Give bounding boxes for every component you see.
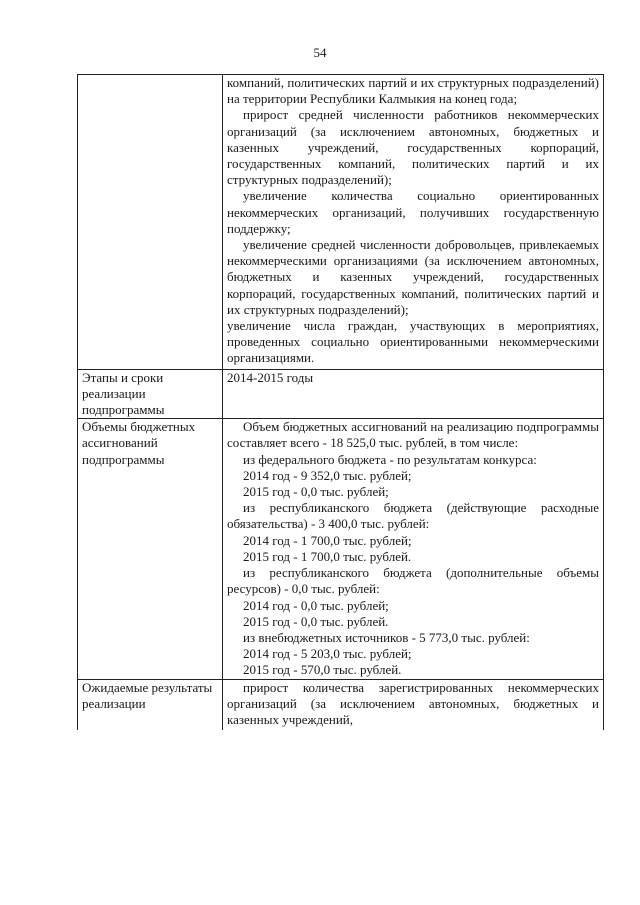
row-label: Объемы бюджетных ассигнований подпрограммы <box>78 419 223 679</box>
paragraph: увеличение средней численности добровольцев, привлекаемых некоммерческими организациями (за исключением автономных, бюджетных и казенных учреждений, государственных корпораций, государственных компаний, политических партий и их структурных подразделений); <box>227 237 599 317</box>
paragraph: из федерального бюджета - по результатам конкурса: <box>243 451 537 467</box>
paragraph: прирост количества зарегистрированных некоммерческих организаций (за исключением автономных, бюджетных и казенных учреждений, <box>227 679 599 727</box>
paragraph: прирост средней численности работников некоммерческих организаций (за исключением автономных, бюджетных и казенных учреждений, государственных корпораций, государственных компаний, политических партий и их структурных подразделений); <box>227 107 599 188</box>
subprogram-passport-table <box>77 74 604 730</box>
table-row <box>78 75 604 370</box>
table-row <box>78 369 604 419</box>
paragraph: из республиканского бюджета (действующие расходные обязательства) - 3 400,0 тыс. рублей: <box>227 500 599 532</box>
paragraph: увеличение количества социально ориентированных некоммерческих организаций, получивших государственную поддержку; <box>227 188 599 236</box>
row-content <box>223 419 604 679</box>
table-row <box>78 679 604 730</box>
paragraph: 2014 год - 1 700,0 тыс. рублей; <box>243 532 412 548</box>
row-content <box>223 75 604 370</box>
paragraph: 2014 год - 0,0 тыс. рублей; <box>243 597 389 613</box>
paragraph: 2015 год - 1 700,0 тыс. рублей. <box>243 548 412 564</box>
table-row <box>78 419 604 679</box>
row-label: Этапы и сроки реализации подпрограммы <box>78 369 223 419</box>
paragraph: увеличение числа граждан, участвующих в мероприятиях, проведенных социально ориентированными некоммерческими организациями. <box>227 318 599 366</box>
page-number: 54 <box>313 45 327 60</box>
paragraph: 2014 год - 5 203,0 тыс. рублей; <box>243 646 412 662</box>
paragraph: 2015 год - 0,0 тыс. рублей. <box>243 613 389 629</box>
paragraph: Объем бюджетных ассигнований на реализацию подпрограммы составляет всего - 18 525,0 тыс. рублей, в том числе: <box>227 419 599 451</box>
paragraph: из внебюджетных источников - 5 773,0 тыс. рублей: <box>243 629 530 645</box>
row-content <box>223 369 604 419</box>
paragraph: из республиканского бюджета (дополнительные объемы ресурсов) - 0,0 тыс. рублей: <box>227 565 599 597</box>
row-label: Ожидаемые результаты реализации <box>78 679 223 730</box>
paragraph: 2015 год - 570,0 тыс. рублей. <box>243 662 402 678</box>
paragraph: компаний, политических партий и их структурных подразделений) на территории Республики Калмыкия на конец года; <box>227 75 599 107</box>
paragraph: 2014-2015 годы <box>227 369 314 385</box>
row-content <box>223 679 604 730</box>
paragraph: 2014 год - 9 352,0 тыс. рублей; <box>243 467 412 483</box>
paragraph: 2015 год - 0,0 тыс. рублей; <box>243 484 389 500</box>
row-label <box>78 75 223 370</box>
